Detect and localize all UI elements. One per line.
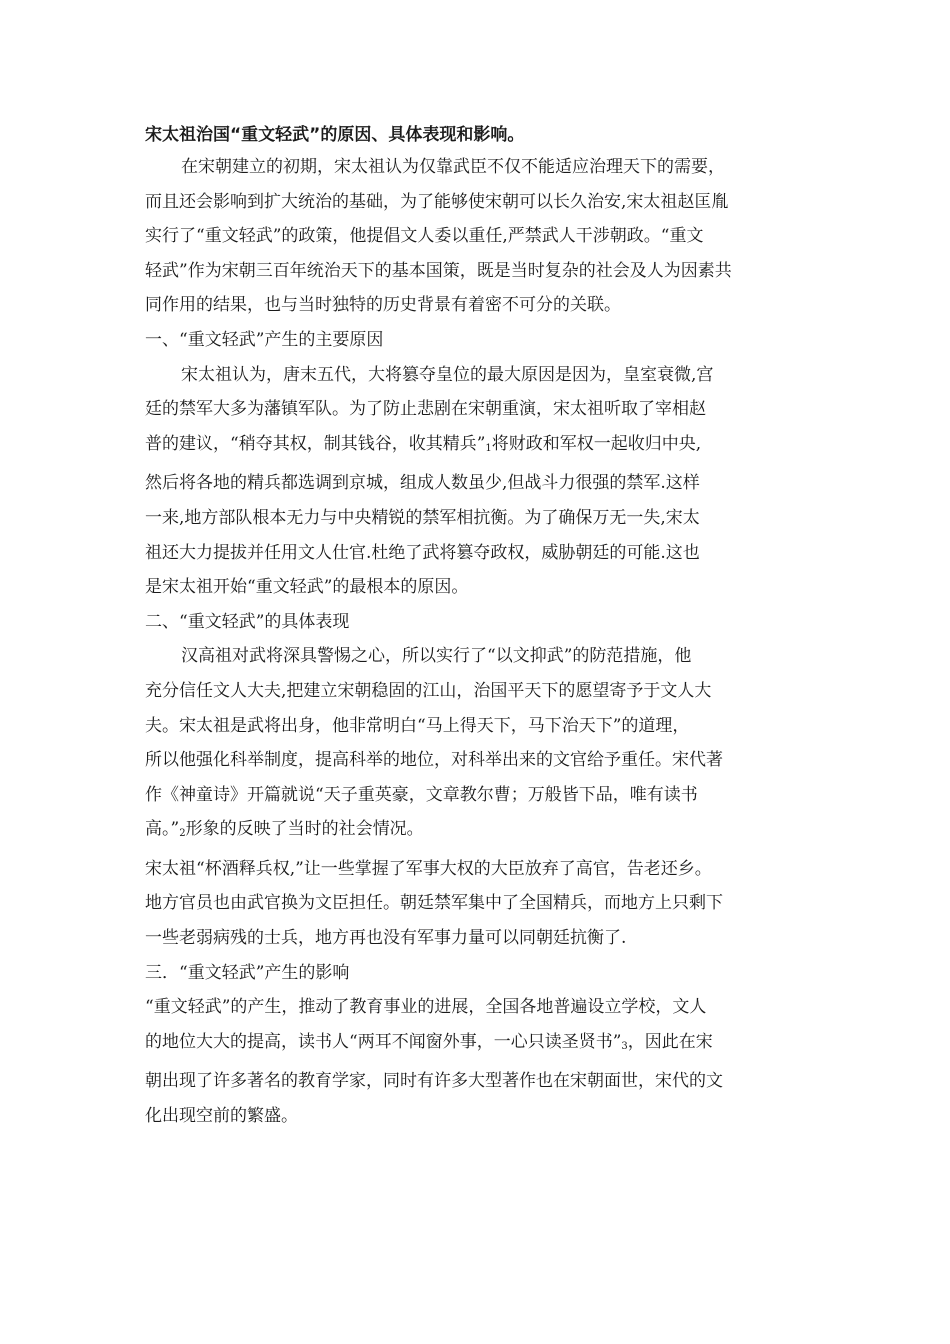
text-line [145, 1025, 810, 1065]
line-text: 宋太祖“杯酒释兵权,”让一些掌握了军事大权的大臣放弃了高官，告老还乡。 [145, 858, 712, 879]
text-line [145, 1064, 810, 1099]
line-text: 三．“重文轻武”产生的影响 [145, 962, 350, 983]
line-text: 作《神童诗》开篇就说“天子重英豪，文章教尔曹；万般皆下品，唯有读书 [145, 784, 698, 805]
line-text: 汉高祖对武将深具警惕之心，所以实行了“以文抑武”的防范措施，他 [181, 646, 692, 667]
line-text: 夫。宋太祖是武将出身，他非常明白“马上得天下，马下治天下”的道理， [145, 715, 690, 736]
line-text: “重文轻武”的产生，推动了教育事业的进展，全国各地普遍设立学校，文人 [145, 997, 707, 1018]
line-text: 地方官员也由武官换为文臣担任。朝廷禁军集中了全国精兵，而地方上只剩下 [145, 893, 723, 914]
text-line [145, 812, 810, 852]
text-line [145, 358, 810, 393]
line-text: 充分信任文人大夫,把建立宋朝稳固的江山，治国平天下的愿望寄予于文人大 [145, 680, 712, 701]
document-body [145, 150, 810, 1134]
text-line [145, 743, 810, 778]
line-text: 朝出现了许多著名的教育学家，同时有许多大型著作也在宋朝面世，宋代的文 [145, 1071, 723, 1092]
line-text: 在宋朝建立的初期，宋太祖认为仅靠武臣不仅不能适应治理天下的需要， [181, 157, 725, 177]
text-line [145, 852, 810, 887]
text-line [145, 466, 810, 501]
text-line [145, 427, 810, 467]
line-text: 然后将各地的精兵都选调到京城，组成人数虽少,但战斗力很强的禁军.这样 [145, 473, 700, 494]
line-text: 轻武”作为宋朝三百年统治天下的基本国策，既是当时复杂的社会及人为因素共 [145, 260, 732, 281]
text-line [145, 185, 810, 220]
text-line [145, 323, 810, 358]
line-text: 化出现空前的繁盛。 [145, 1106, 298, 1127]
text-line [145, 778, 810, 813]
footnote-marker: 3 [621, 1040, 628, 1052]
line-text: 实行了“重文轻武”的政策，他提倡文人委以重任,严禁武人干涉朝政。“重文 [145, 226, 704, 247]
text-line [145, 639, 810, 674]
line-text: 一些老弱病残的士兵，地方再也没有军事力量可以同朝廷抗衡了. [145, 928, 627, 949]
footnote-marker: 1 [485, 442, 492, 454]
text-line [145, 921, 810, 956]
text-line [145, 886, 810, 921]
line-text-continued: 将财政和军权一起收归中央, [491, 433, 702, 454]
line-text: 祖还大力提拔并任用文人仕官.杜绝了武将篡夺政权，威胁朝廷的可能.这也 [145, 542, 700, 563]
line-text: 的地位大大的提高，读书人“两耳不闻窗外事，一心只读圣贤书” [145, 1031, 622, 1052]
line-text-continued: 形象的反映了当时的社会情况。 [185, 819, 424, 840]
line-text: 普的建议，“稍夺其权，制其钱谷，收其精兵” [145, 433, 486, 454]
line-text: 一来,地方部队根本无力与中央精锐的禁军相抗衡。为了确保万无一失,宋太 [145, 507, 700, 528]
text-line [145, 150, 810, 185]
text-line [145, 1099, 810, 1134]
line-text: 二、“重文轻武”的具体表现 [145, 611, 350, 632]
line-text: 而且还会影响到扩大统治的基础，为了能够使宋朝可以长久治安,宋太祖赵匡胤 [145, 191, 729, 212]
text-line [145, 254, 810, 289]
line-text: 宋太祖认为，唐末五代，大将篡夺皇位的最大原因是因为，皇室衰微,宫 [181, 364, 714, 385]
footnote-marker: 2 [179, 828, 186, 840]
text-line [145, 990, 810, 1025]
document-title: 宋太祖治国“重文轻武”的原因、具体表现和影响。 [145, 125, 525, 145]
line-text: 是宋太祖开始“重文轻武”的最根本的原因。 [145, 577, 469, 598]
text-line [145, 392, 810, 427]
line-text: 同作用的结果，也与当时独特的历史背景有着密不可分的关联。 [145, 295, 621, 316]
text-line [145, 956, 810, 991]
document-page [145, 120, 810, 1134]
text-line [145, 709, 810, 744]
text-line [145, 219, 810, 254]
text-line [145, 570, 810, 605]
line-text: 廷的禁军大多为藩镇军队。为了防止悲剧在宋朝重演，宋太祖听取了宰相赵 [145, 399, 706, 420]
text-line [145, 288, 810, 323]
line-text-continued: ，因此在宋 [627, 1031, 713, 1052]
line-text: 高。” [145, 819, 180, 840]
line-text: 所以他强化科举制度，提高科举的地位，对科举出来的文官给予重任。宋代著 [145, 750, 723, 771]
line-text: 一、“重文轻武”产生的主要原因 [145, 329, 384, 350]
text-line [145, 605, 810, 640]
text-line [145, 536, 810, 571]
text-line [145, 501, 810, 536]
text-line [145, 674, 810, 709]
